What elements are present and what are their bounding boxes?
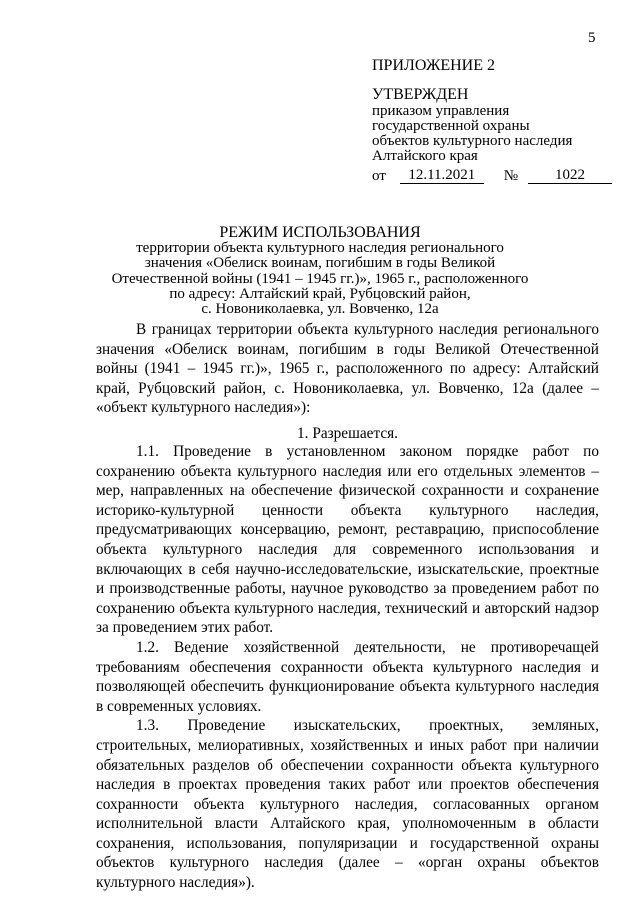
appendix-label: ПРИЛОЖЕНИЕ 2 xyxy=(372,57,496,74)
approval-line: Алтайского края xyxy=(372,148,478,164)
title-heading: РЕЖИМ ИСПОЛЬЗОВАНИЯ xyxy=(219,224,421,241)
section-item: 1.1. Проведение в установленном законом порядке работ по сохранению объекта культурного наследия или его отдельных элементов – мер, направленных на обеспечение физической сохранности и сохранение историко-культурной ценности объекта культурного наследия, предусматривающих консервацию, ремонт, реставрацию, приспособление объекта культурного наследия для современного использования и включающих в себя научно-исследовательские, изыскательские, проектные и производственные работы, научное руководство за проведением работ по сохранению объекта культурного наследия, технический и авторский надзор за проведением этих работ. xyxy=(96,443,599,637)
intro-text: В границах территории объекта культурного наследия регионального значения «Обелиск воинам, погибшим в годы Великой Отечественной войны (1941 – 1945 гг.)», 1965 г., расположенного по адресу: Алтайский край, Рубцовский район, с. Новониколаевка, ул. Вовченко, 12а (далее – «объект культурного наследия»): xyxy=(96,321,599,417)
approval-line: приказом управления xyxy=(372,103,510,119)
intro-paragraph xyxy=(96,320,599,418)
section-item: 1.3. Проведение изыскательских, проектных, земляных, строительных, мелиоративных, хозяйственных и иных работ при наличии обязательных разделов об обеспечении сохранности объекта культурного наследия в проектах проведения таких работ или проектов обеспечения сохранности объекта культурного наследия, согласованных органом исполнительной власти Алтайского края, уполномоченным в области сохранения, использования, популяризации и государственной охраны объектов культурного наследия (далее – «орган охраны объектов культурного наследия»). xyxy=(96,717,599,892)
approved-label: УТВЕРЖДЕН xyxy=(372,86,469,103)
approval-line: объектов культурного наследия xyxy=(372,133,573,149)
approval-block xyxy=(372,57,612,184)
title-line: Отечественной войны (1941 – 1945 гг.)», 1965 г., расположенного xyxy=(111,270,529,287)
approval-line: государственной охраны xyxy=(372,118,530,134)
section-body xyxy=(96,442,599,893)
title-line: по адресу: Алтайский край, Рубцовский район, xyxy=(169,285,471,302)
number-sign: № xyxy=(503,168,519,184)
order-number: 1022 xyxy=(528,168,612,184)
title-line: территории объекта культурного наследия регионального xyxy=(136,240,504,256)
section-title: 1. Разрешается. xyxy=(297,425,398,442)
document-title xyxy=(96,225,544,317)
page-number: 5 xyxy=(588,30,596,46)
from-label: от xyxy=(372,168,386,184)
section-item: 1.2. Ведение хозяйственной деятельности, не противоречащей требованиям обеспечения сохранности объекта культурного наследия и позволяющей обеспечить функционирование объекта культурного наследия в современных условиях. xyxy=(96,638,599,715)
order-date: 12.11.2021 xyxy=(400,168,484,184)
order-line xyxy=(372,168,612,184)
title-line: значения «Обелиск воинам, погибшим в годы Великой xyxy=(144,255,496,272)
title-line: с. Новониколаевка, ул. Вовченко, 12а xyxy=(201,301,439,318)
